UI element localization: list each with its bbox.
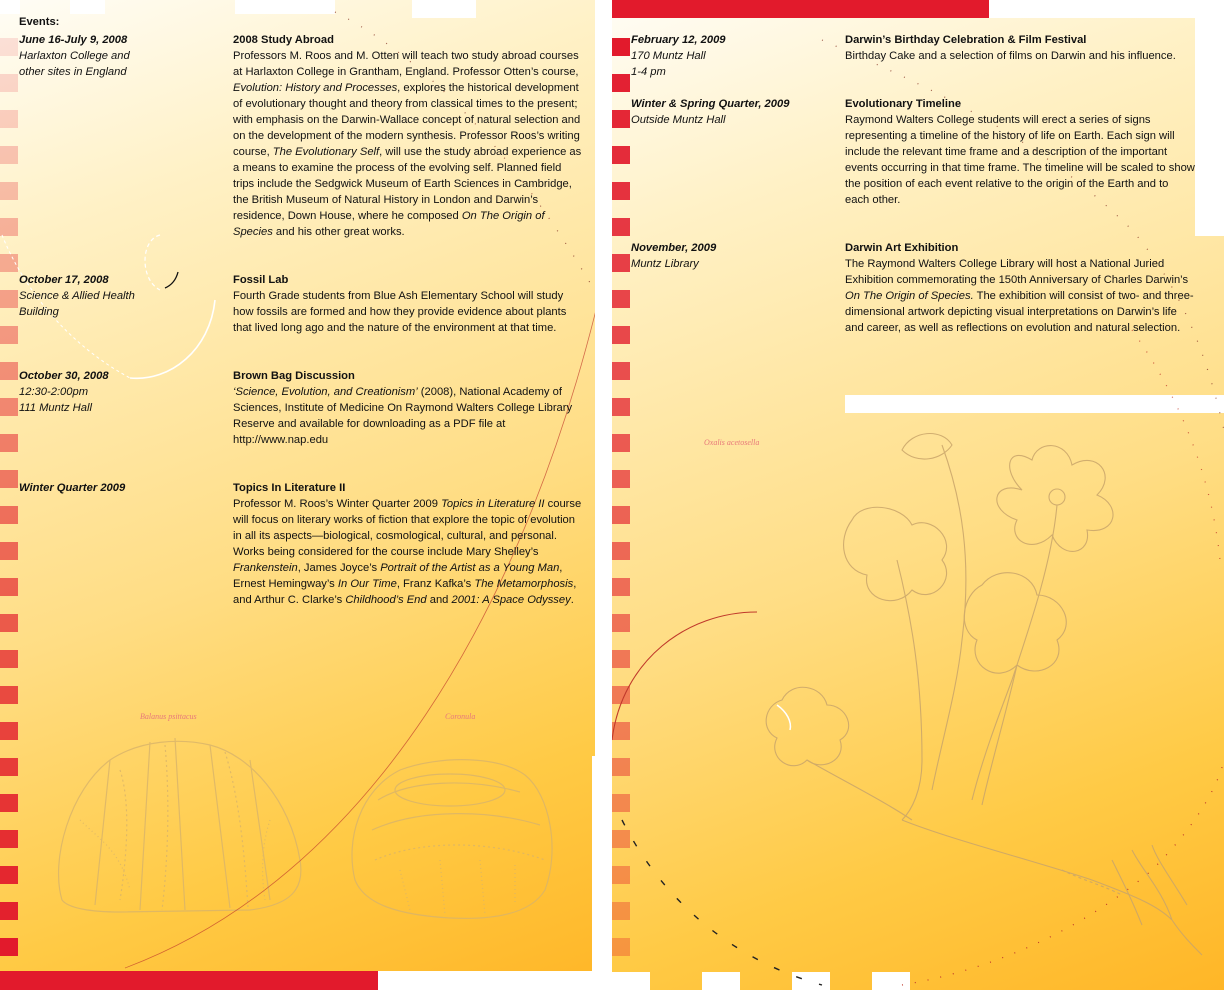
square-strip	[612, 38, 630, 974]
decor-square	[0, 182, 18, 200]
decor-square	[0, 830, 18, 848]
event-description: Fourth Grade students from Blue Ash Elementary School will study how fossils are formed and how they provide evidence about plants that lived long ago and the nature of the environment at that time.	[233, 290, 567, 334]
white-notch	[792, 972, 830, 990]
date-block	[631, 32, 821, 80]
left-page	[0, 0, 595, 990]
decor-square	[0, 650, 18, 668]
decor-square	[612, 794, 630, 812]
decor-square	[612, 218, 630, 236]
caption-balanus: Balanus psittacus	[140, 712, 197, 721]
red-bar	[612, 0, 989, 18]
decor-square	[612, 902, 630, 920]
event-study-abroad	[233, 32, 583, 240]
date-line: Building	[19, 306, 59, 318]
date-line: October 17, 2008	[19, 274, 109, 286]
date-line: June 16-July 9, 2008	[19, 34, 128, 46]
event-title: Darwin Art Exhibition	[845, 242, 959, 254]
gutter-notch	[592, 756, 612, 990]
event-title: Fossil Lab	[233, 274, 289, 286]
decor-square	[612, 686, 630, 704]
event-title: Darwin’s Birthday Celebration & Film Festival	[845, 34, 1087, 46]
event-description: Professors M. Roos and M. Otten will teach two study abroad courses at Harlaxton College in Grantham, England. Professor Otten’s course, Evolution: History and Processes, explores the historical development of evolutionary thought and theory from classical times to the present; with emphasis on the Darwin-Wallace concept of natural selection and on the development of the modern synthesis. Professor Roos’s writing course, The Evolutionary Self, will use the study abroad experience as a means to examine the process of the evolving self. Planned field trips include the Sedgwick Museum of Earth Sciences in Cambridge, the British Museum of Natural History in London and Darwin’s residence, Down House, where he composed On The Origin of Species and his other great works.	[233, 50, 582, 238]
decor-square	[612, 506, 630, 524]
date-line: February 12, 2009	[631, 34, 726, 46]
white-notch	[412, 0, 476, 18]
decor-square	[0, 110, 18, 128]
white-notch	[872, 972, 910, 990]
decor-square	[612, 938, 630, 956]
event-description: Birthday Cake and a selection of films on Darwin and his influence.	[845, 50, 1176, 62]
decor-square	[612, 362, 630, 380]
date-block	[19, 480, 219, 496]
date-line: 1-4 pm	[631, 66, 666, 78]
decor-square	[612, 290, 630, 308]
decor-square	[612, 182, 630, 200]
event-art-exhibition	[845, 240, 1195, 336]
decor-square	[612, 758, 630, 776]
decor-square	[0, 614, 18, 632]
event-title: Topics In Literature II	[233, 482, 346, 494]
date-line: Winter & Spring Quarter, 2009	[631, 98, 790, 110]
white-band	[845, 395, 1224, 413]
date-line: 12:30-2:00pm	[19, 386, 89, 398]
event-fossil-lab	[233, 272, 583, 336]
decor-square	[612, 110, 630, 128]
decor-square	[612, 398, 630, 416]
white-notch	[702, 972, 740, 990]
decor-square	[0, 326, 18, 344]
white-notch	[612, 972, 650, 990]
decor-square	[0, 146, 18, 164]
decor-square	[0, 38, 18, 56]
caption-coronula: Coronula	[445, 712, 476, 721]
date-line: 111 Muntz Hall	[19, 402, 92, 414]
event-description: ‘Science, Evolution, and Creationism’ (2008), National Academy of Sciences, Institute of Medicine On Raymond Walters College Library Reserve and available for downloading as a PDF file at http://www.nap.edu	[233, 386, 573, 446]
date-line: Muntz Library	[631, 258, 699, 270]
decor-square	[612, 578, 630, 596]
date-line: October 30, 2008	[19, 370, 109, 382]
date-line: Harlaxton College and	[19, 50, 130, 62]
decor-square	[0, 254, 18, 272]
date-block	[19, 368, 219, 416]
decor-square	[612, 722, 630, 740]
decor-square	[0, 758, 18, 776]
decor-square	[0, 362, 18, 380]
decor-square	[0, 506, 18, 524]
decor-square	[612, 434, 630, 452]
square-strip	[0, 38, 18, 974]
right-page	[612, 0, 1224, 990]
date-line: 170 Muntz Hall	[631, 50, 706, 62]
event-topics-literature	[233, 480, 583, 608]
event-evolutionary-timeline	[845, 96, 1195, 208]
caption-oxalis: Oxalis acetosella	[704, 438, 760, 447]
date-line: Outside Muntz Hall	[631, 114, 726, 126]
date-line: November, 2009	[631, 242, 717, 254]
decor-square	[612, 254, 630, 272]
date-block	[19, 32, 219, 80]
decor-square	[612, 146, 630, 164]
decor-square	[0, 434, 18, 452]
white-notch	[0, 0, 20, 14]
decor-square	[0, 722, 18, 740]
date-line: Science & Allied Health	[19, 290, 135, 302]
decor-square	[612, 542, 630, 560]
event-title: Evolutionary Timeline	[845, 98, 962, 110]
decor-square	[0, 290, 18, 308]
date-line: other sites in England	[19, 66, 127, 78]
white-notch	[378, 971, 595, 990]
decor-square	[0, 74, 18, 92]
decor-square	[0, 398, 18, 416]
decor-square	[0, 542, 18, 560]
decor-square	[0, 902, 18, 920]
event-title: Brown Bag Discussion	[233, 370, 355, 382]
decor-square	[0, 866, 18, 884]
decor-square	[0, 794, 18, 812]
red-bar	[0, 971, 378, 990]
event-birthday-celebration	[845, 32, 1195, 64]
decor-square	[612, 38, 630, 56]
event-brown-bag	[233, 368, 583, 448]
decor-square	[612, 830, 630, 848]
event-description: The Raymond Walters College Library will host a National Juried Exhibition commemorating the 150th Anniversary of Charles Darwin’s On The Origin of Species. The exhibition will consist of two- and three-dimensional artwork depicting visual interpretations on Darwin’s life and career, as well as reflections on evolution and natural selection.	[845, 258, 1194, 334]
decor-square	[612, 470, 630, 488]
event-title: 2008 Study Abroad	[233, 34, 334, 46]
events-heading: Events:	[19, 16, 60, 28]
decor-square	[0, 470, 18, 488]
date-block	[631, 240, 821, 272]
date-block	[631, 96, 821, 128]
decor-square	[612, 866, 630, 884]
decor-square	[0, 938, 18, 956]
event-description: Raymond Walters College students will erect a series of signs representing a timeline of the history of life on Earth. Each sign will include the relevant time frame and a description of the important events occurring in that time frame. The timeline will be scaled to show the position of each event relative to the origin of the Earth and to each other.	[845, 114, 1195, 206]
event-description: Professor M. Roos’s Winter Quarter 2009 Topics in Literature II course will focus on literary works of fiction that explore the topic of evolution in all its aspects—biological, cosmological, cultural, and personal. Works being considered for the course include Mary Shelley’s Frankenstein, James Joyce’s Portrait of the Artist as a Young Man, Ernest Hemingway’s In Our Time, Franz Kafka’s The Metamorphosis, and Arthur C. Clarke’s Childhood’s End and 2001: A Space Odyssey.	[233, 498, 582, 606]
decor-square	[0, 578, 18, 596]
decor-square	[0, 218, 18, 236]
date-block	[19, 272, 219, 320]
white-notch	[1195, 18, 1224, 236]
decor-square	[612, 326, 630, 344]
decor-square	[612, 74, 630, 92]
white-notch	[235, 0, 335, 14]
decor-square	[612, 650, 630, 668]
date-line: Winter Quarter 2009	[19, 482, 126, 494]
white-notch	[70, 0, 105, 14]
decor-square	[0, 686, 18, 704]
white-notch	[989, 0, 1224, 18]
decor-square	[612, 614, 630, 632]
